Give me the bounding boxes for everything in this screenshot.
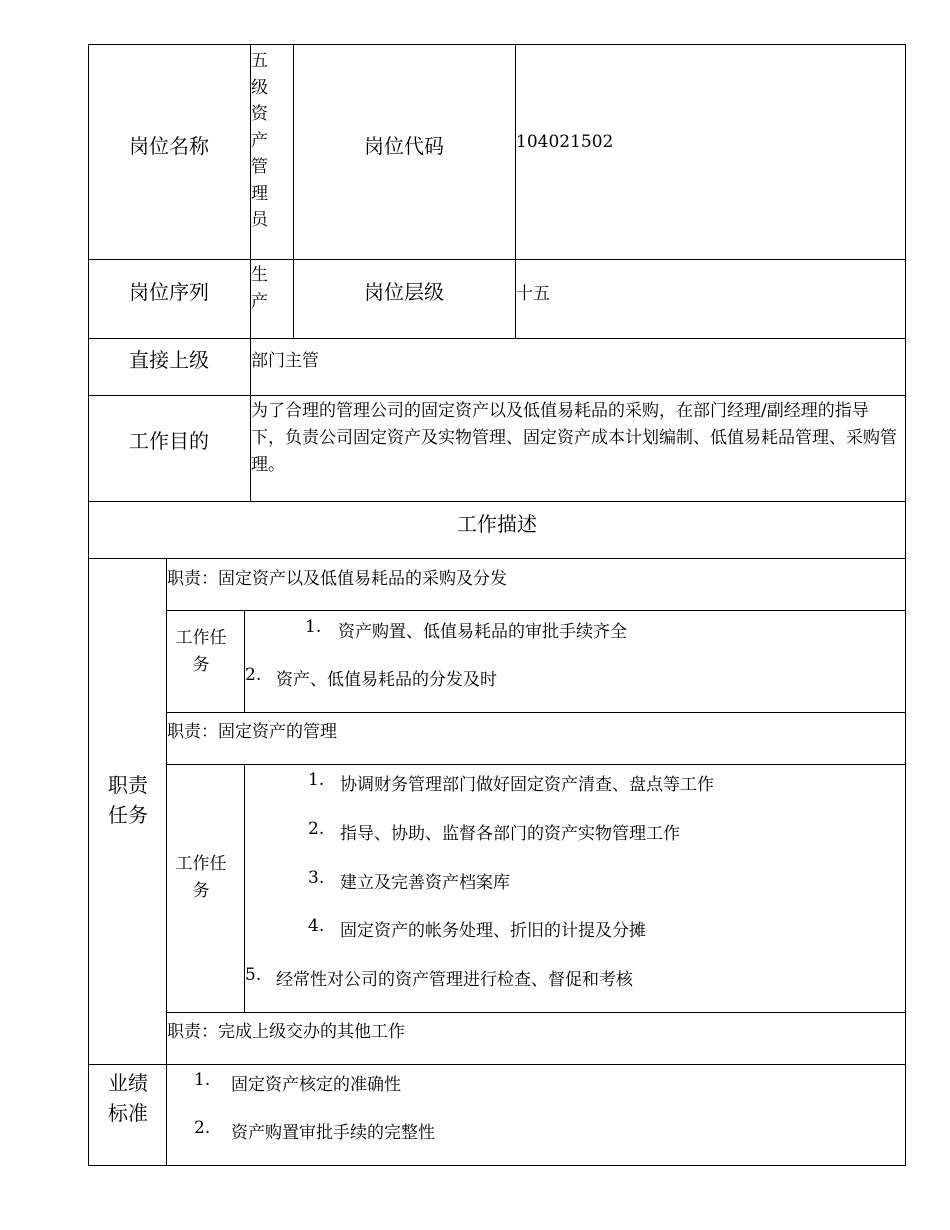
task-number: 4. [308,916,325,936]
purpose-label: 工作目的 [129,429,209,453]
task-text: 资产购置、低值易耗品的审批手续齐全 [338,622,627,642]
row-divider [88,558,906,559]
col-divider [244,610,245,713]
task-text: 固定资产的帐务处理、折旧的计提及分摊 [340,921,646,941]
row-divider [166,764,906,765]
duty-title: 职责：固定资产以及低值易耗品的采购及分发 [167,569,507,589]
duties-label: 职责任务 [108,773,148,827]
task-text: 指导、协助、监督各部门的资产实物管理工作 [340,824,680,844]
row-divider [88,338,906,339]
row-divider [88,395,906,396]
task-text: 建立及完善资产档案库 [340,873,510,893]
work-description-title: 工作描述 [457,512,537,536]
post-sequence-label: 岗位序列 [129,280,209,304]
task-text: 经常性对公司的资产管理进行检查、督促和考核 [276,970,633,990]
job-description-table [88,44,906,1166]
post-name-label: 岗位名称 [129,134,209,158]
superior-label: 直接上级 [129,348,209,372]
task-label: 工作任务 [175,854,227,901]
purpose-value: 为了合理的管理公司的固定资产以及低值易耗品的采购，在部门经理/副经理的指导下，负责公司固定资产及实物管理、固定资产成本计划编制、低值易耗品管理、采购管理。 [251,401,897,475]
duty-title: 职责：固定资产的管理 [167,722,337,742]
col-divider [166,558,167,1166]
task-label: 工作任务 [175,628,227,675]
task-number: 3. [308,868,325,888]
row-divider [88,259,906,260]
post-level-value: 十五 [516,284,550,304]
post-level-label: 岗位层级 [364,280,444,304]
row-divider [166,610,906,611]
row-divider [88,501,906,502]
row-divider [88,1064,906,1065]
task-text: 协调财务管理部门做好固定资产清查、盘点等工作 [340,775,714,795]
post-sequence-value: 生产 [251,265,268,312]
task-number: 1. [305,617,322,637]
post-code-label: 岗位代码 [364,134,444,158]
performance-item: 固定资产核定的准确性 [231,1075,401,1095]
performance-item: 资产购置审批手续的完整性 [231,1123,435,1143]
task-number: 2. [308,819,325,839]
task-number: 5. [245,965,262,985]
row-divider [166,1012,906,1013]
performance-label: 业绩标准 [108,1071,148,1125]
row-divider [166,712,906,713]
performance-number: 1. [194,1070,211,1090]
post-code-value: 104021502 [516,132,614,152]
performance-number: 2. [194,1118,211,1138]
post-name-value: 五级资产管理员 [251,51,268,230]
superior-value: 部门主管 [251,351,319,371]
duty-title: 职责：完成上级交办的其他工作 [167,1022,405,1042]
task-number: 1. [308,770,325,790]
task-text: 资产、低值易耗品的分发及时 [276,670,497,690]
task-number: 2. [245,665,262,685]
